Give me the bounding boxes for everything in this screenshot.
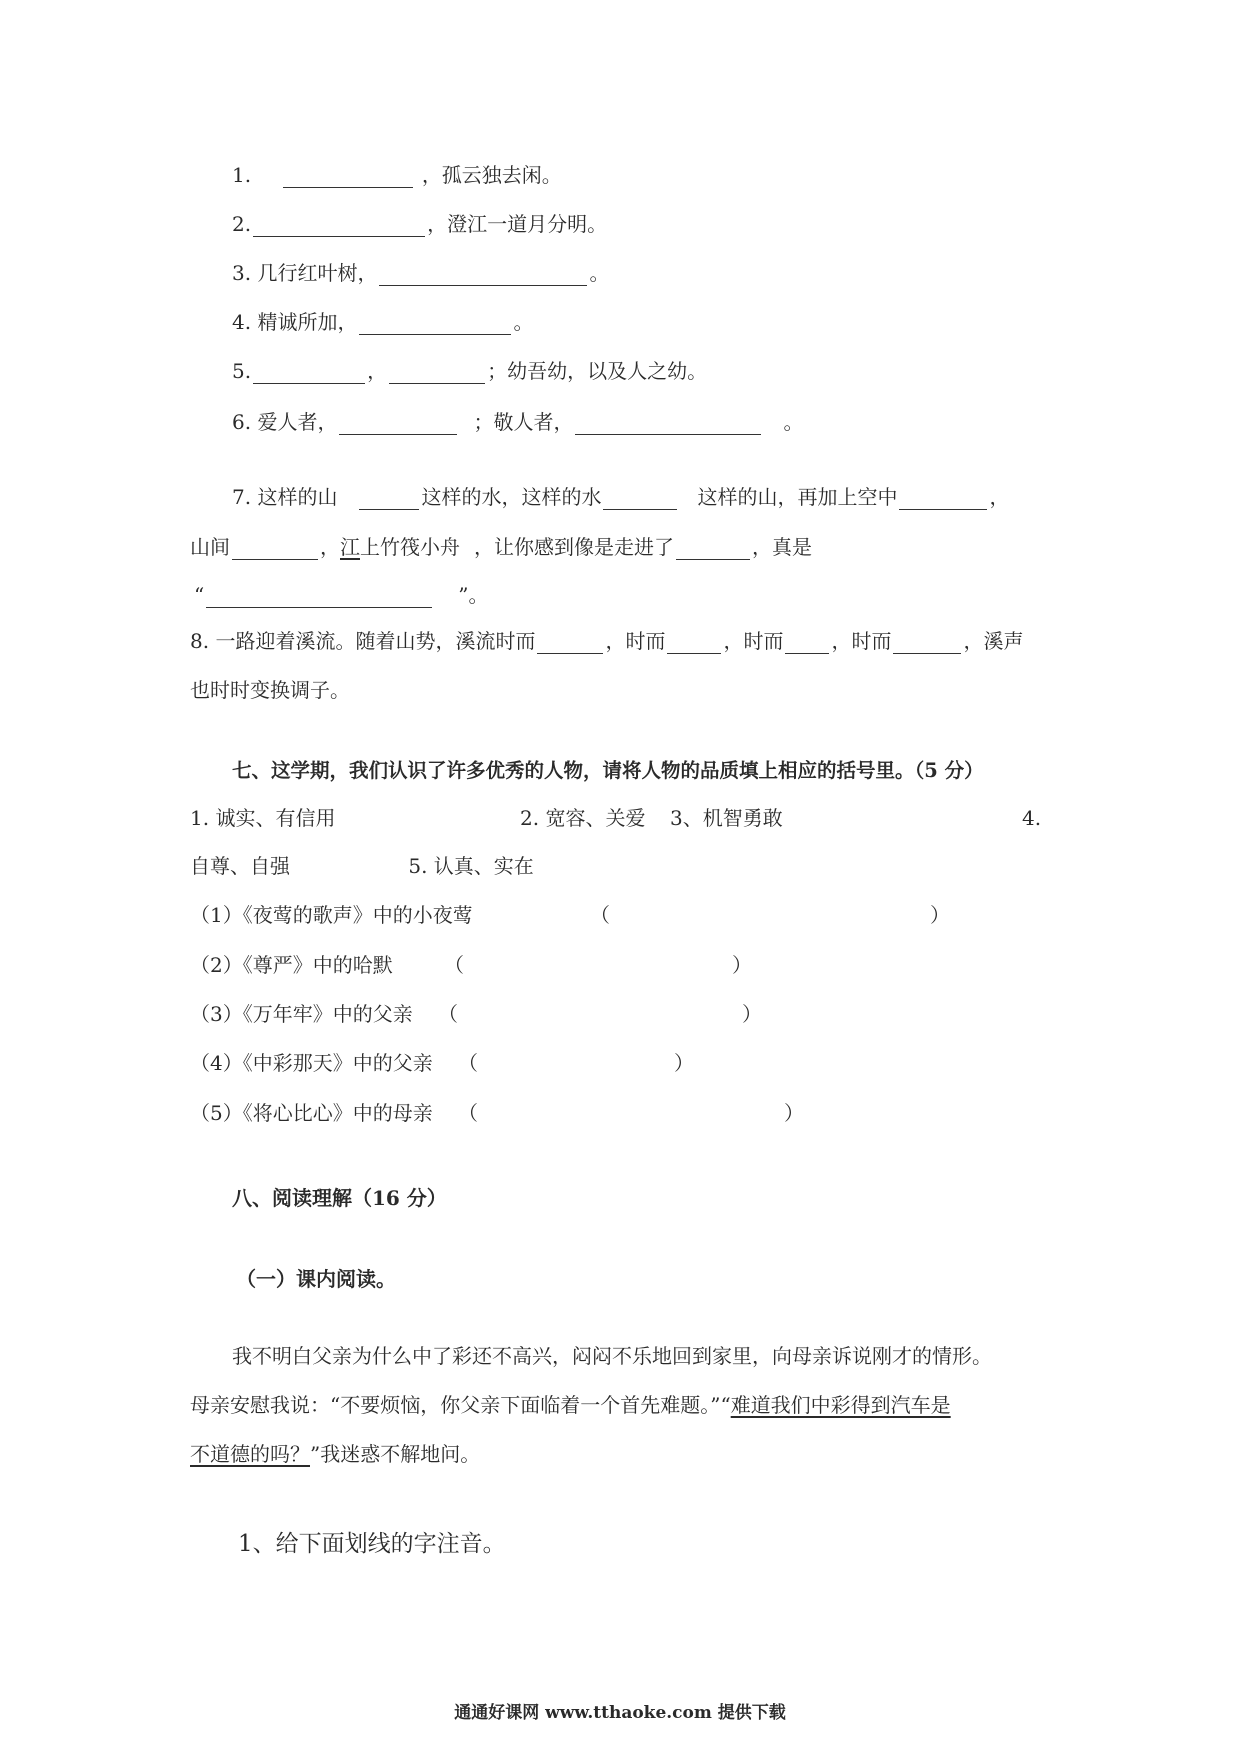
item-5-text: （5）《将心比心》中的母亲 [190,1101,433,1125]
q5-blank-1[interactable] [253,363,365,384]
q1-text: ，孤云独去闲。 [421,163,562,187]
q2-number: 2. [232,212,252,236]
q3-line [232,260,609,286]
q8-blank-4[interactable] [893,633,961,654]
section7-title: 七、这学期，我们认识了许多优秀的人物，请将人物的品质填上相应的括号里。（5 分） [232,759,984,782]
q8-text-a: 8. 一路迎着溪流。随着山势，溪流时而 [190,629,536,653]
q7-text-h: 上竹筏小舟 [360,535,460,559]
q8-line-2 [190,677,350,703]
q4-text: 4. 精诚所加， [232,310,358,334]
q8-blank-2[interactable] [667,633,721,654]
q7-text-a: 7. 这样的山 [232,485,338,509]
passage-line-3-text: ”我迷惑不解地问。 [310,1442,481,1466]
q5-comma: ， [367,359,388,383]
item-4-close-paren: ） [674,1051,694,1075]
passage-underlined-1: 难道我们中彩得到汽车是 [730,1393,951,1417]
section8-title: 八、阅读理解（16 分） [232,1186,447,1210]
q6-blank-1[interactable] [339,414,457,435]
q7-line-3 [194,582,488,608]
q2-blank[interactable] [253,216,425,237]
q7-blank-5[interactable] [676,539,750,560]
option-4-number: 4. [1022,806,1042,830]
q7-blank-2[interactable] [603,489,677,510]
q8-blank-3[interactable] [785,633,829,654]
item-5-open-paren[interactable]: （ [458,1101,478,1125]
q1-line [232,162,562,188]
q7-text-d: ， [989,485,1010,509]
matching-item-1 [190,902,950,928]
item-3-text: （3）《万年牢》中的父亲 [190,1002,413,1026]
q5-line [232,358,707,384]
item-5-close-paren: ） [784,1101,804,1125]
q7-blank-1[interactable] [359,489,419,510]
section8-subtitle: （一）课内阅读。 [236,1267,396,1291]
q7-text-e: 山间 [190,535,230,559]
q8-line-1 [190,628,1023,654]
q4-end: 。 [513,310,534,334]
passage-line-1: 我不明白父亲为什么中了彩还不高兴，闷闷不乐地回到家里，向母亲诉说刚才的情形。 [232,1344,992,1368]
q6-text: 6. 爱人者， [232,410,338,434]
q4-line [232,309,533,335]
q7-text-c: 这样的山，再加上空中 [697,485,898,509]
q7-blank-6[interactable] [206,587,432,608]
q6-line [232,409,803,435]
q7-text-j: ，真是 [752,535,812,559]
q6-end: 。 [783,410,804,434]
q8-text-d: ，时而 [831,629,892,653]
q8-text-e: ，溪声 [963,629,1024,653]
item-1-open-paren[interactable]: （ [590,903,610,927]
q7-text-i: ，让你感到像是走进了 [474,535,674,559]
q3-blank[interactable] [379,265,587,286]
q7-text-f: ， [320,535,340,559]
item-3-open-paren[interactable]: （ [438,1002,458,1026]
q8-text-b: ，时而 [605,629,666,653]
q7-line-2 [190,534,812,560]
option-2: 2. 宽容、关爱 [520,806,646,830]
matching-item-4 [190,1050,694,1076]
q7-text-k: “ [194,583,205,607]
item-4-open-paren[interactable]: （ [458,1051,478,1075]
section7-options-line-2 [190,853,534,879]
item-1-text: （1）《夜莺的歌声》中的小夜莺 [190,903,473,927]
item-2-close-paren: ） [732,953,752,977]
q5-blank-2[interactable] [389,363,485,384]
matching-item-2 [190,952,752,978]
matching-item-3 [190,1001,762,1027]
passage-line-3 [190,1441,480,1467]
q7-blank-3[interactable] [899,489,987,510]
passage-underlined-2: 不道德的吗？ [190,1442,310,1466]
q7-text-g: 江 [340,535,360,559]
option-4: 自尊、自强 [190,854,290,878]
item-3-close-paren: ） [742,1002,762,1026]
q7-line-1 [232,484,1009,510]
passage-line-2 [190,1392,951,1418]
q4-blank[interactable] [359,314,511,335]
q3-end: 。 [589,261,610,285]
item-2-open-paren[interactable]: （ [444,953,464,977]
q5-number: 5. [232,359,252,383]
q7-blank-4[interactable] [232,539,318,560]
question-1: 1、给下面划线的字注音。 [238,1531,506,1557]
item-1-close-paren: ） [930,903,950,927]
q6-blank-2[interactable] [575,414,761,435]
q7-text-l: ”。 [458,583,489,607]
q5-text: ；幼吾幼，以及人之幼。 [487,359,708,383]
passage-line-2-text: 母亲安慰我说：“不要烦恼，你父亲下面临着一个首先难题。”“ [190,1393,731,1417]
option-3: 3、机智勇敢 [670,806,783,830]
item-2-text: （2）《尊严》中的哈默 [190,953,393,977]
q3-text: 3. 几行红叶树， [232,261,378,285]
item-4-text: （4）《中彩那天》中的父亲 [190,1051,433,1075]
q1-number: 1. [232,163,252,187]
q8-text-f: 也时时变换调子。 [190,678,350,702]
section7-options-line-1 [190,805,1040,831]
q2-text: ，澄江一道月分明。 [427,212,608,236]
page-footer: 通通好课网 www.tthaoke.com 提供下载 [454,1703,786,1723]
matching-item-5 [190,1100,804,1126]
option-5: 5. 认真、实在 [408,854,534,878]
q1-blank[interactable] [283,167,413,188]
option-1: 1. 诚实、有信用 [190,806,336,830]
q6-mid: ；敬人者， [473,410,574,434]
q2-line [232,211,607,237]
q7-text-b: 这样的水，这样的水 [421,485,602,509]
q8-text-c: ，时而 [723,629,784,653]
q8-blank-1[interactable] [537,633,603,654]
